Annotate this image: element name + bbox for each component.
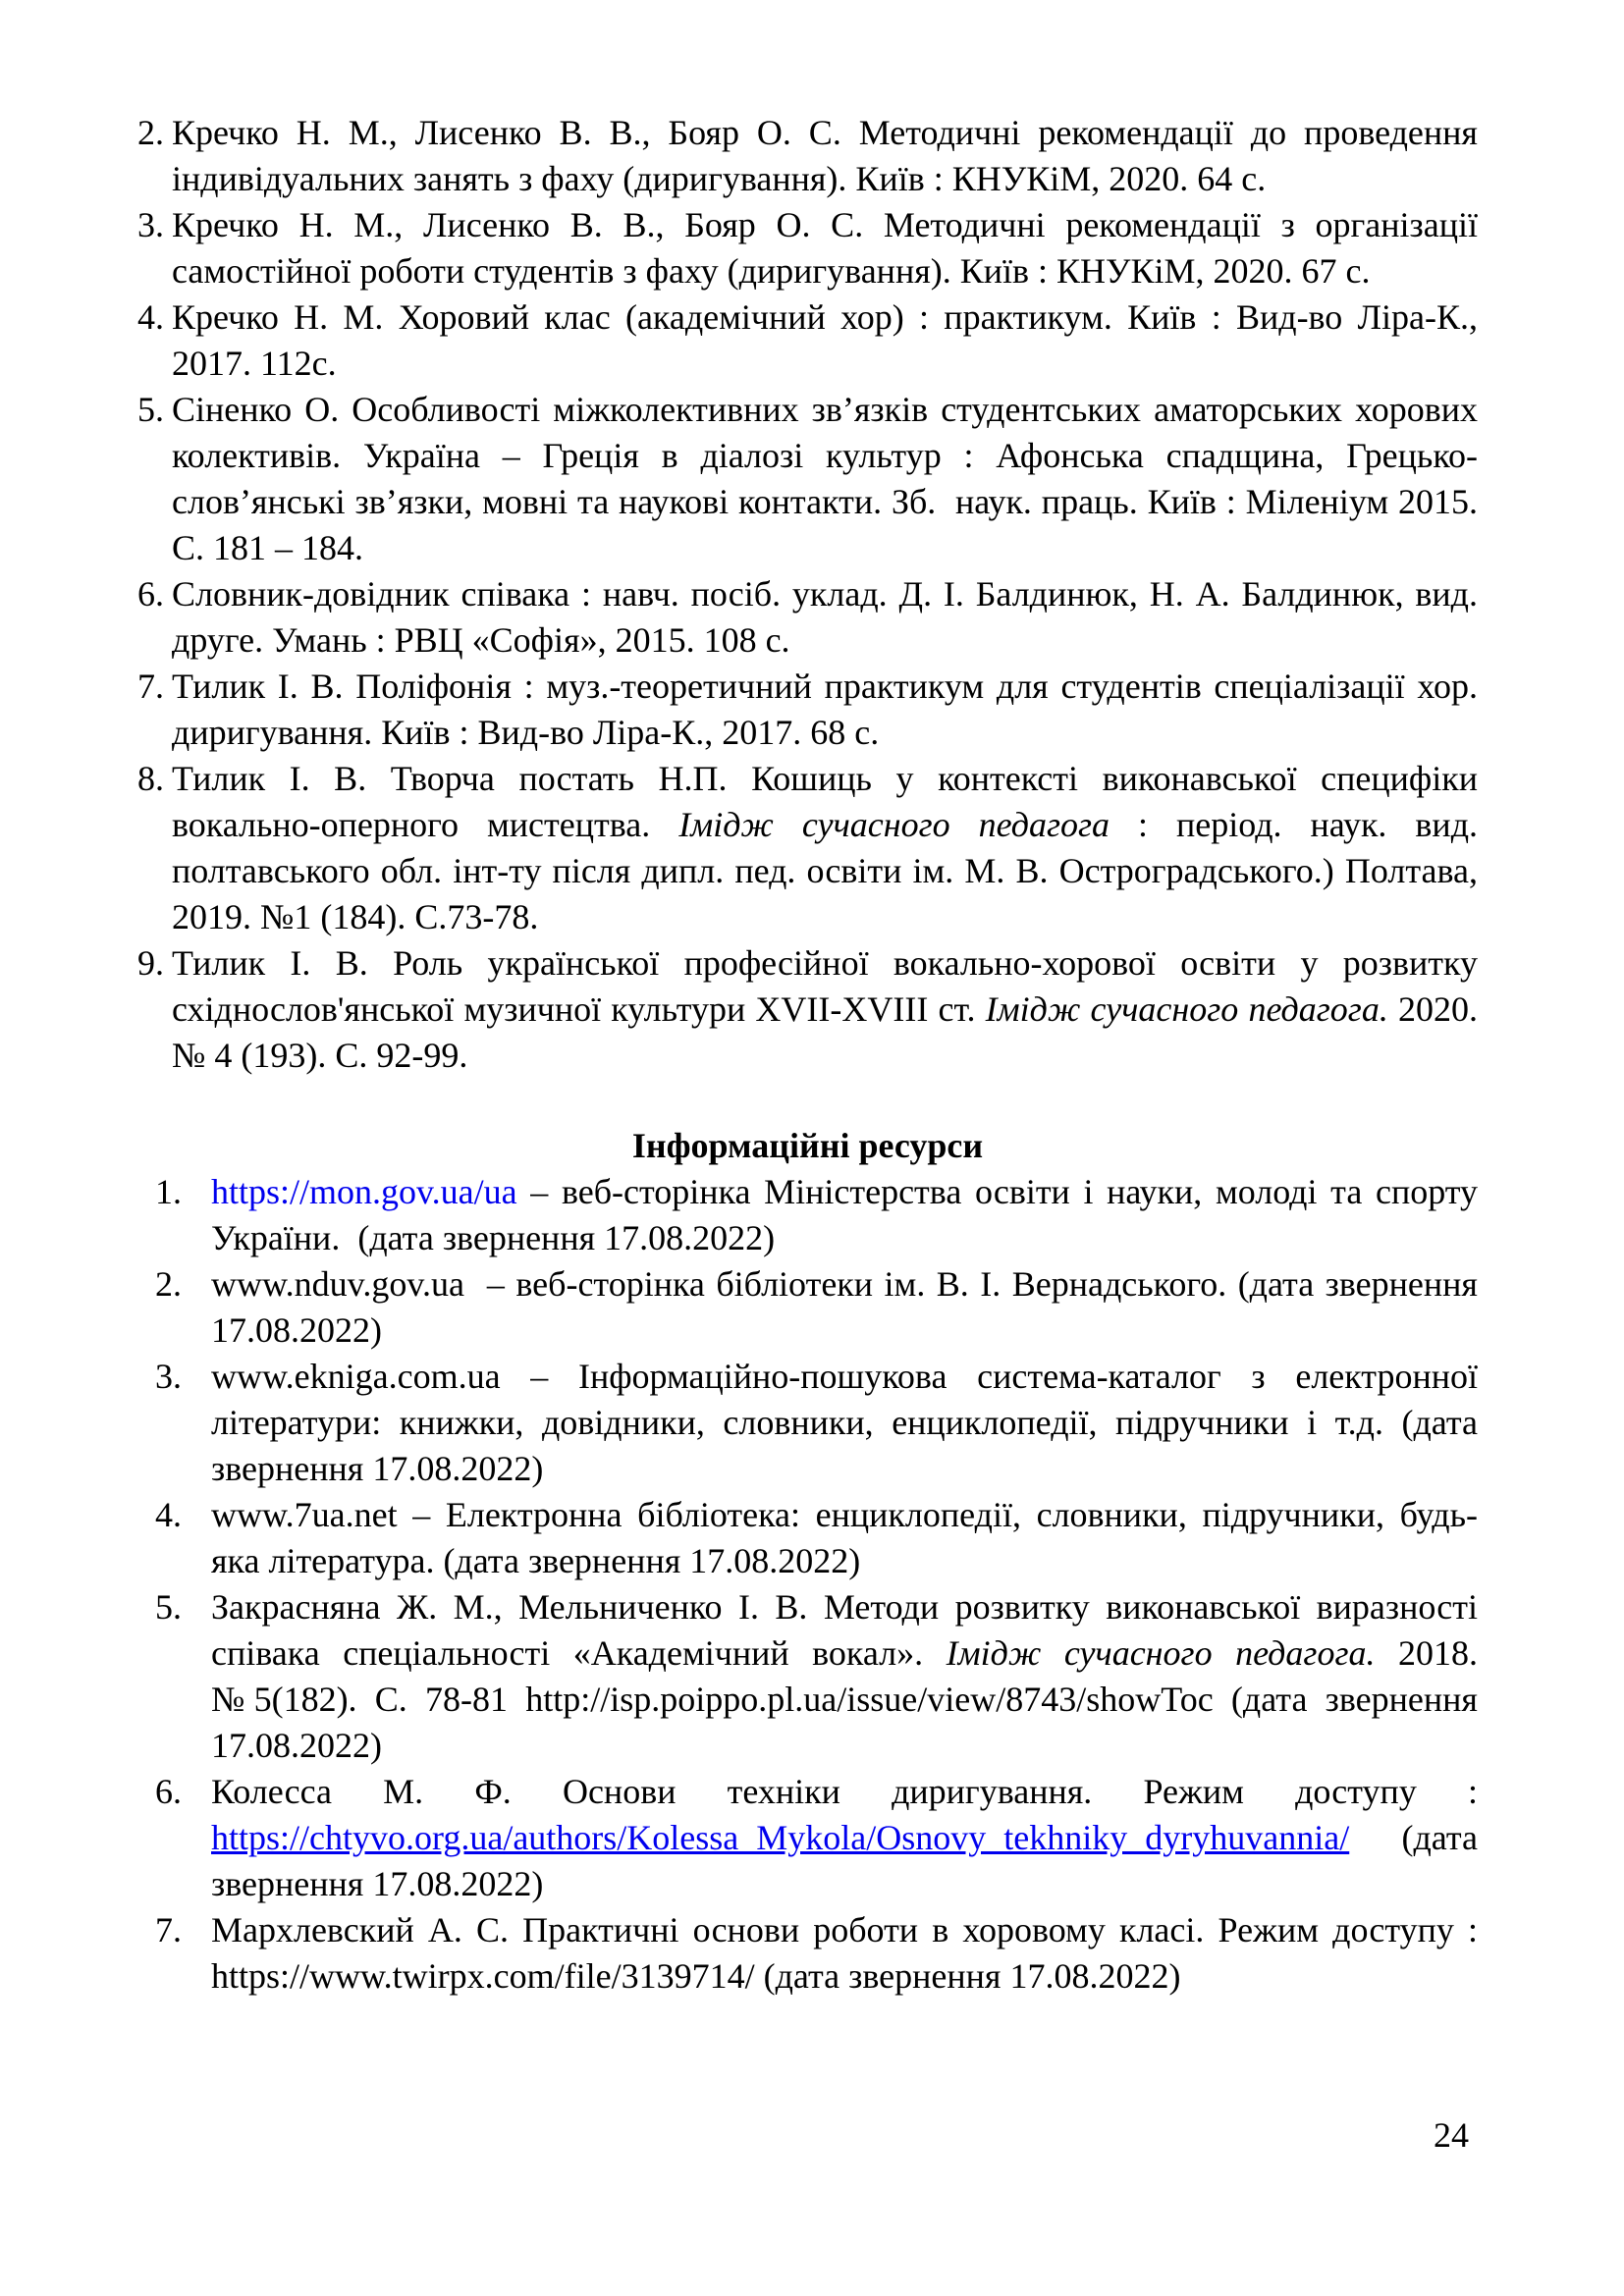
reference-item — [137, 202, 1487, 294]
reference-text: Кречко Н. М., Лисенко В. В., Бояр О. С. Методичні рекомендації з організації самостійної роботи студентів з фаху (диригування). Київ : КНУКіМ, 2020. 67 с. — [172, 205, 1487, 291]
resource-item — [137, 1169, 1487, 1261]
reference-text: Кречко Н. М., Лисенко В. В., Бояр О. С. Методичні рекомендації до проведення індивідуальних занять з фаху (диригування). Київ : КНУКіМ, 2020. 64 с. — [172, 113, 1487, 198]
list-number: 7. — [137, 667, 164, 706]
list-number: 9. — [137, 943, 164, 983]
list-number: 5. — [155, 1587, 182, 1627]
hyperlink[interactable]: https://mon.gov.ua/ua — [211, 1172, 517, 1211]
reference-text: Тилик І. В. Роль української професійної вокально-хорової освіти у розвитку східнослов'янської музичної культури XVII-XVIII ст. — [172, 943, 1487, 1029]
reference-text: 2020. № 4 (193). С. 92-99. — [172, 989, 1488, 1075]
hyperlink[interactable]: https://chtyvo.org.ua/authors/Kolessa_Mykola/Osnovy_tekhniky_dyryhuvannia/ — [211, 1818, 1350, 1857]
resource-item — [137, 1492, 1478, 1584]
list-number: 8. — [137, 759, 164, 798]
resources-list — [137, 1169, 1487, 2000]
reference-item — [137, 664, 1487, 756]
reference-item — [137, 294, 1487, 387]
reference-item — [137, 387, 1487, 571]
list-number: 6. — [137, 574, 164, 614]
reference-item — [137, 110, 1487, 202]
reference-text: Мархлевский А. С. Практичні основи роботи в хоровому класі. Режим доступу : https://www.twirpx.com/file/3139714/ (дата звернення 17.08.2022) — [211, 1910, 1487, 1996]
reference-text: Словник-довідник співака : навч. посіб. уклад. Д. І. Балдинюк, Н. А. Балдинюк, вид. друге. Умань : РВЦ «Софія», 2015. 108 с. — [172, 574, 1487, 660]
list-number: 6. — [155, 1772, 182, 1811]
reference-text: (дата звернення 17.08.2022) — [211, 1818, 1487, 1903]
list-number: 3. — [155, 1357, 182, 1396]
reference-text: 2018. №5(182). С. 78-81 http://isp.poippo.pl.ua/issue/view/8743/showToc (дата звернення 17.08.2022) — [211, 1633, 1487, 1765]
list-number: 4. — [137, 297, 164, 337]
reference-text: www.nduv.gov.ua – веб-сторінка бібліотеки ім. В. І. Вернадського. (дата звернення 17.08.2022) — [211, 1264, 1487, 1350]
list-number: 2. — [155, 1264, 182, 1304]
reference-text: Тилик І. В. Поліфонія : муз.-теоретичний практикум для студентів спеціалізації хор. диригування. Київ : Вид-во Ліра-К., 2017. 68 с. — [172, 667, 1487, 752]
page-content — [137, 110, 1488, 2000]
resource-item — [137, 1769, 1487, 1907]
references-list — [137, 110, 1488, 1079]
reference-text: Кречко Н. М. Хоровий клас (академічний хор) : практикум. Київ : Вид-во Ліра-К., 2017. 112с. — [172, 297, 1487, 383]
list-number: 2. — [137, 113, 164, 152]
journal-title-italic: Імідж сучасного педагога. — [985, 989, 1388, 1029]
section-heading: Інформаційні ресурси — [631, 1126, 984, 1165]
list-number: 3. — [137, 205, 164, 244]
reference-text: www.ekniga.com.ua – Інформаційно-пошукова система-каталог з електронної літератури: книжки, довідники, словники, енциклопедії, підручники і т.д. (дата звернення 17.08.2022) — [211, 1357, 1487, 1488]
reference-text: – веб-сторінка Міністерства освіти і науки, молоді та спорту України. (дата звернення 17.08.2022) — [211, 1172, 1487, 1257]
resource-item — [137, 1354, 1487, 1492]
reference-item — [137, 756, 1488, 940]
reference-text: Сіненко О. Особливості міжколективних зв’язків студентських аматорських хорових колективів. Україна – Греція в діалозі культур : Афонська спадщина, Грецько-слов’янські зв’язки, мовні та наукові контакти. Зб. наук. праць. Київ : Міленіум 2015. С. 181 – 184. — [172, 390, 1487, 567]
journal-title-italic: Імідж сучасного педагога — [678, 805, 1110, 844]
resource-item — [137, 1584, 1487, 1769]
page-number: 24 — [1434, 2115, 1469, 2155]
reference-item — [137, 571, 1487, 664]
reference-text: Колесса М. Ф. Основи техніки диригування. Режим доступу : — [211, 1772, 1487, 1811]
reference-item — [137, 940, 1488, 1079]
reference-text: Тилик І. В. Творча постать Н.П. Кошиць у контексті виконавської специфіки вокально-оперного мистецтва. — [172, 759, 1487, 844]
list-number: 5. — [137, 390, 164, 429]
journal-title-italic: Імідж сучасного педагога. — [946, 1633, 1376, 1673]
resource-item — [137, 1907, 1487, 2000]
reference-text: Закрасняна Ж. М., Мельниченко І. В. Методи розвитку виконавської виразності співака спеціальності «Академічний вокал». — [211, 1587, 1487, 1673]
reference-text: : період. наук. вид. полтавського обл. інт-ту після дипл. пед. освіти ім. М. В. Остроградського.) Полтава, 2019. №1 (184). С.73-78. — [172, 805, 1488, 936]
list-number: 7. — [155, 1910, 182, 1949]
reference-text: www.7ua.net – Електронна бібліотека: енциклопедії, словники, підручники, будь-яка література. (дата звернення 17.08.2022) — [211, 1495, 1478, 1580]
list-number: 4. — [155, 1495, 182, 1534]
resource-item — [137, 1261, 1487, 1354]
list-number: 1. — [155, 1172, 182, 1211]
